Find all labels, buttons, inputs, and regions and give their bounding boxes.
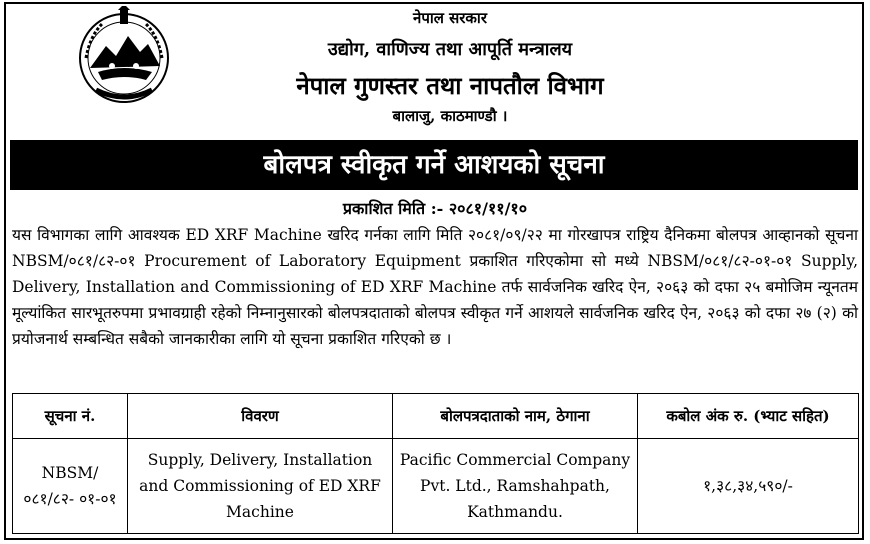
nepal-government-emblem <box>76 6 172 106</box>
published-date <box>0 198 870 220</box>
government-name: नेपाल सरकार <box>413 9 487 27</box>
cell-notice-no: NBSM/ ०८१/८२- ०१-०१ <box>13 439 128 534</box>
department-name: नेपाल गुणस्तर तथा नापतौल विभाग <box>296 71 604 100</box>
col-header-amount: कबोल अंक रु. (भ्याट सहित) <box>638 394 859 439</box>
table-row <box>13 439 859 534</box>
award-table <box>12 393 859 534</box>
cell-bidder: Pacific Commercial Company Pvt. Ltd., Ramshahpath, Kathmandu. <box>393 439 638 534</box>
cell-description: Supply, Delivery, Installation and Commissioning of ED XRF Machine <box>128 439 393 534</box>
col-header-bidder: बोलपत्रदाताको नाम, ठेगाना <box>393 394 638 439</box>
published-date-value: २०८१/११/१० <box>448 199 528 218</box>
table-header-row <box>13 394 859 439</box>
ministry-name: उद्योग, वाणिज्य तथा आपूर्ति मन्त्रालय <box>327 39 573 60</box>
cell-amount: १,३८,३४,५९०/- <box>638 439 859 534</box>
col-header-notice-no: सूचना नं. <box>13 394 128 439</box>
col-header-description: विवरण <box>128 394 393 439</box>
notice-body: यस विभागका लागि आवश्यक ED XRF Machine खरिद गर्नका लागि मिति २०८१/०९/२२ मा गोरखापत्र राष्ट्रिय दैनिकमा बोलपत्र आव्हानको सूचना NBSM/०८१/८२-०१ Procurement of Laboratory Equipment प्रकाशित गरिएकोमा सो मध्ये NBSM/०८१/८२-०१-०१ Supply, Delivery, Installation and Commissioning of ED XRF Machine तर्फ सार्वजनिक खरिद ऐन, २०६३ को दफा २५ बमोजिम न्यूनतम मूल्यांकित सारभूतरुपमा प्रभावग्राही रहेको निम्नानुसारको बोलपत्रदाताको बोलपत्र स्वीकृत गर्ने आशयले सार्वजनिक खरिद ऐन, २०६३ को दफा २७ (२) को प्रयोजनार्थ सम्बन्धित सबैको जानकारीका लागि यो सूचना प्रकाशित गरिएको छ । <box>12 226 859 348</box>
department-address: बालाजु, काठमाण्डौ । <box>392 107 508 125</box>
published-date-label: प्रकाशित मिति :- <box>342 199 444 218</box>
notice-title: बोलपत्र स्वीकृत गर्ने आशयको सूचना <box>10 140 858 190</box>
